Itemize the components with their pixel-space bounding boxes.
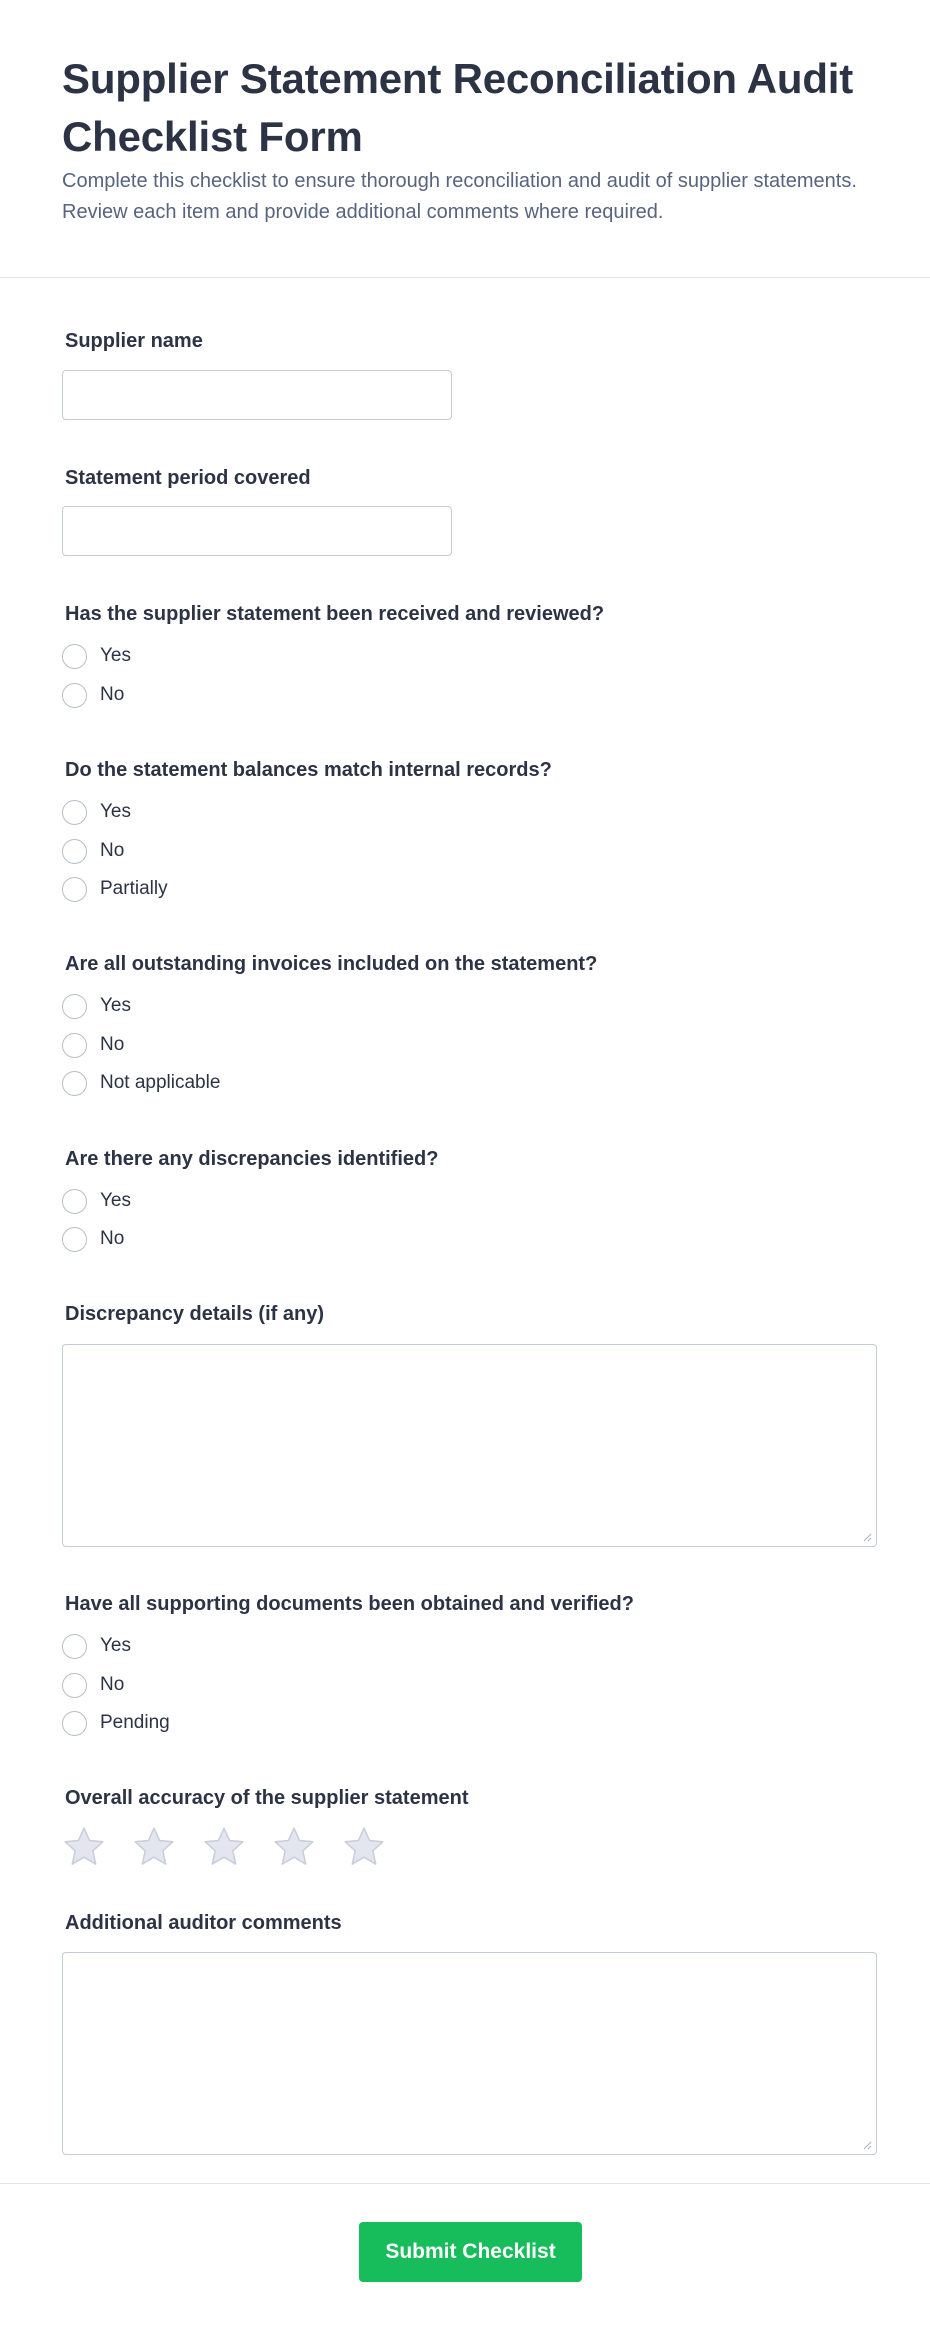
radio-option-documents-yes[interactable] xyxy=(62,1633,131,1659)
radio-option-label: No xyxy=(100,840,125,861)
radio-option-invoices-not-applicable[interactable] xyxy=(62,1070,220,1096)
radio-button[interactable] xyxy=(62,877,87,902)
resize-grip-icon[interactable] xyxy=(862,2140,872,2150)
radio-button[interactable] xyxy=(62,683,87,708)
radio-option-label: Yes xyxy=(100,1190,131,1211)
radio-option-label: Yes xyxy=(100,801,131,822)
form-description: Complete this checklist to ensure thorough reconciliation and audit of supplier statements. Review each item and provide additional comments where required. xyxy=(62,170,857,223)
form-header xyxy=(0,0,930,278)
balances-question-label: Do the statement balances match internal records? xyxy=(65,759,552,781)
radio-option-documents-pending[interactable] xyxy=(62,1710,170,1736)
auditor-comments-label: Additional auditor comments xyxy=(65,1912,342,1934)
radio-button[interactable] xyxy=(62,800,87,825)
received-question-label: Has the supplier statement been received and reviewed? xyxy=(65,603,605,625)
discrepancy-details-textarea[interactable] xyxy=(62,1344,877,1547)
star-icon[interactable] xyxy=(60,1824,108,1870)
supplier-name-label: Supplier name xyxy=(65,330,203,352)
radio-option-documents-no[interactable] xyxy=(62,1672,124,1698)
radio-option-label: No xyxy=(100,1674,125,1695)
radio-button[interactable] xyxy=(62,839,87,864)
radio-button[interactable] xyxy=(62,1071,87,1096)
form-title: Supplier Statement Reconciliation Audit Checklist Form xyxy=(62,55,854,160)
radio-option-label: Pending xyxy=(100,1712,170,1733)
star-rating[interactable] xyxy=(60,1824,388,1870)
radio-button[interactable] xyxy=(62,1711,87,1736)
radio-option-balances-no[interactable] xyxy=(62,838,124,864)
form-footer xyxy=(0,2183,930,2331)
radio-button[interactable] xyxy=(62,1673,87,1698)
radio-button[interactable] xyxy=(62,1189,87,1214)
radio-option-label: Partially xyxy=(100,878,168,899)
radio-option-discrepancies-yes[interactable] xyxy=(62,1188,131,1214)
auditor-comments-textarea[interactable] xyxy=(62,1952,877,2155)
discrepancy-details-label: Discrepancy details (if any) xyxy=(65,1303,324,1325)
radio-option-balances-yes[interactable] xyxy=(62,799,131,825)
star-icon[interactable] xyxy=(270,1824,318,1870)
statement-period-input[interactable] xyxy=(62,506,452,556)
radio-option-received-no[interactable] xyxy=(62,682,124,708)
radio-button[interactable] xyxy=(62,1033,87,1058)
supplier-name-input[interactable] xyxy=(62,370,452,420)
radio-button[interactable] xyxy=(62,1634,87,1659)
invoices-question-label: Are all outstanding invoices included on the statement? xyxy=(65,953,598,975)
resize-grip-icon[interactable] xyxy=(862,1532,872,1542)
radio-button[interactable] xyxy=(62,644,87,669)
star-icon[interactable] xyxy=(200,1824,248,1870)
radio-option-invoices-no[interactable] xyxy=(62,1032,124,1058)
documents-question-label: Have all supporting documents been obtained and verified? xyxy=(65,1593,634,1615)
radio-option-discrepancies-no[interactable] xyxy=(62,1226,124,1252)
discrepancies-question-label: Are there any discrepancies identified? xyxy=(65,1148,439,1170)
accuracy-rating-label: Overall accuracy of the supplier statement xyxy=(65,1787,469,1809)
radio-option-label: No xyxy=(100,1228,125,1249)
radio-option-label: Yes xyxy=(100,1635,131,1656)
radio-option-label: Yes xyxy=(100,995,131,1016)
radio-option-invoices-yes[interactable] xyxy=(62,993,131,1019)
radio-button[interactable] xyxy=(62,994,87,1019)
radio-option-balances-partially[interactable] xyxy=(62,876,168,902)
star-icon[interactable] xyxy=(340,1824,388,1870)
radio-option-label: Yes xyxy=(100,645,131,666)
statement-period-label: Statement period covered xyxy=(65,467,311,489)
radio-button[interactable] xyxy=(62,1227,87,1252)
submit-checklist-button[interactable]: Submit Checklist xyxy=(359,2222,582,2282)
radio-option-label: No xyxy=(100,1034,125,1055)
radio-option-label: Not applicable xyxy=(100,1072,221,1093)
radio-option-received-yes[interactable] xyxy=(62,643,131,669)
radio-option-label: No xyxy=(100,684,125,705)
star-icon[interactable] xyxy=(130,1824,178,1870)
